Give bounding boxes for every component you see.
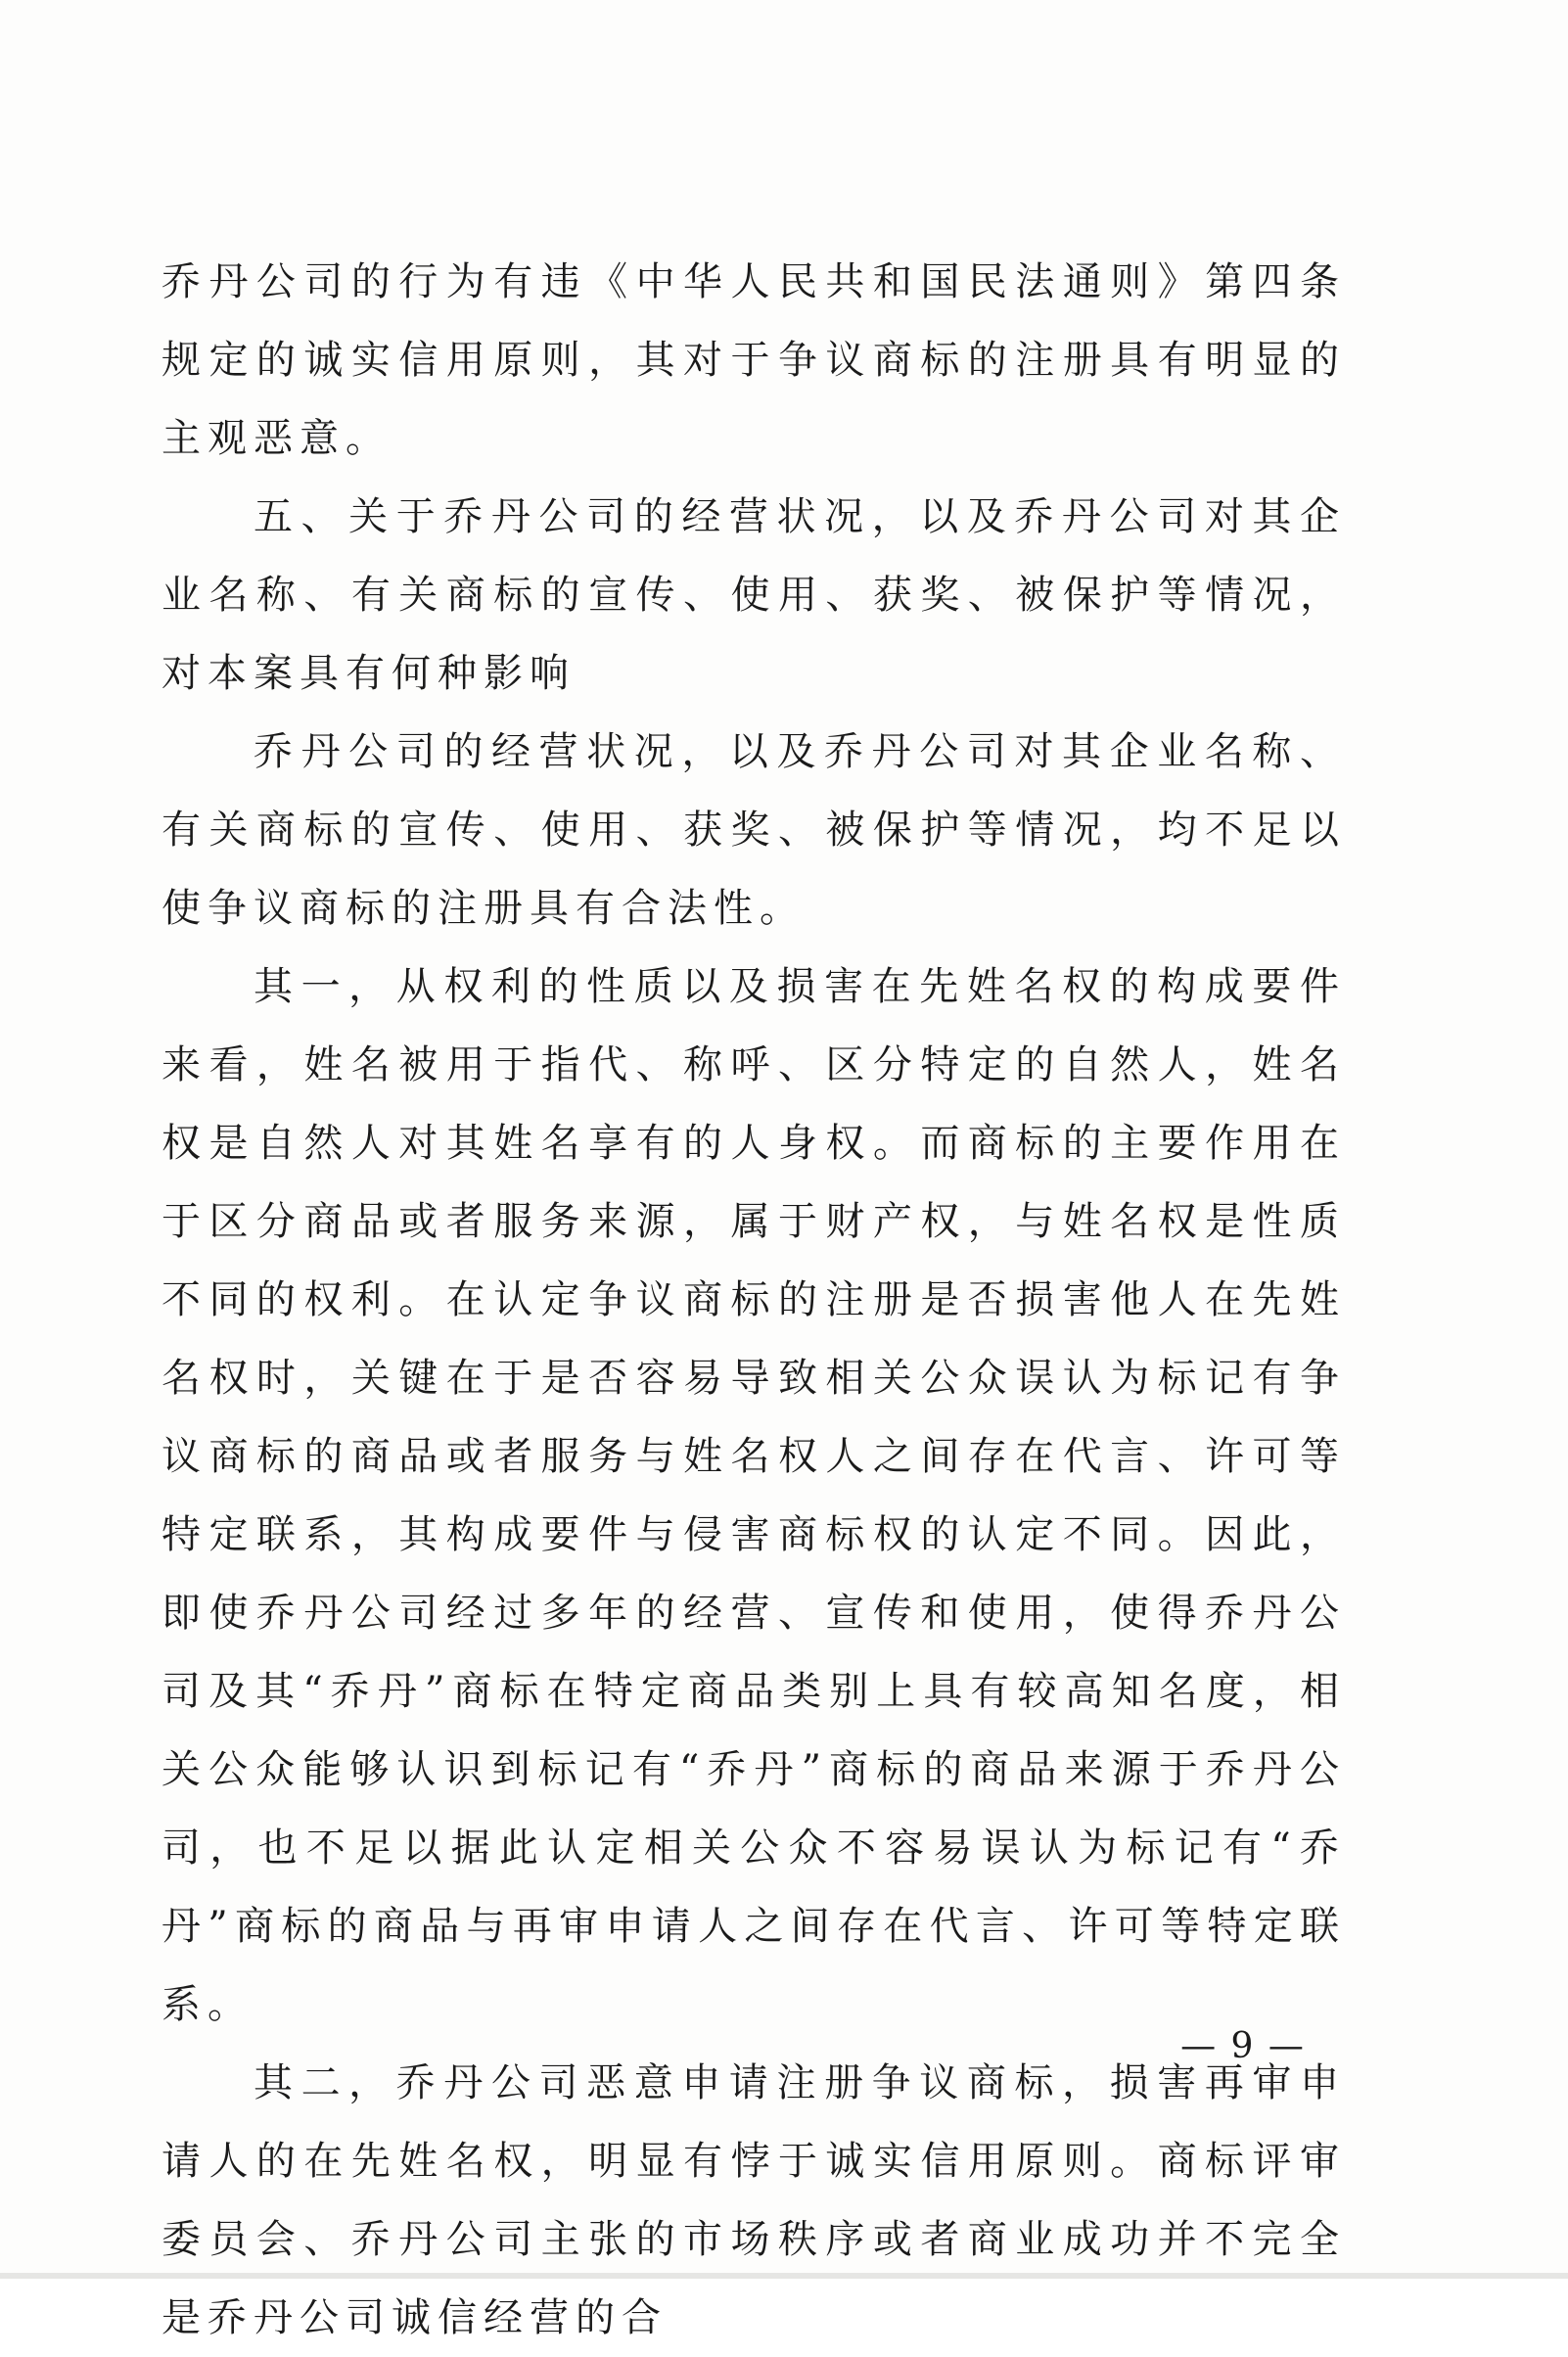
paragraph-2: 五、关于乔丹公司的经营状况，以及乔丹公司对其企业名称、有关商标的宣传、使用、获奖、被保护等情况，对本案具有何种影响 xyxy=(161,494,1346,696)
paragraph-1: 乔丹公司的行为有违《中华人民共和国民法通则》第四条规定的诚实信用原则，其对于争议商标的注册具有明显的主观恶意。 xyxy=(161,259,1346,461)
paragraph-3: 乔丹公司的经营状况，以及乔丹公司对其企业名称、有关商标的宣传、使用、获奖、被保护等情况，均不足以使争议商标的注册具有合法性。 xyxy=(161,729,1346,931)
scan-edge xyxy=(0,2273,1568,2279)
page-number: — 9 — xyxy=(1180,2026,1306,2066)
paragraph-4: 其一，从权利的性质以及损害在先姓名权的构成要件来看，姓名被用于指代、称呼、区分特定的自然人，姓名权是自然人对其姓名享有的人身权。而商标的主要作用在于区分商品或者服务来源，属于财产权，与姓名权是性质不同的权利。在认定争议商标的注册是否损害他人在先姓名权时，关键在于是否容易导致相关公众误认为标记有争议商标的商品或者服务与姓名权人之间存在代言、许可等特定联系，其构成要件与侵害商标权的认定不同。因此，即使乔丹公司经过多年的经营、宣传和使用，使得乔丹公司及其“乔丹”商标在特定商品类别上具有较高知名度，相关公众能够认识到标记有“乔丹”商标的商品来源于乔丹公司，也不足以据此认定相关公众不容易误认为标记有“乔丹”商标的商品与再审申请人之间存在代言、许可等特定联系。 xyxy=(161,964,1346,2027)
paragraph-5: 其二，乔丹公司恶意申请注册争议商标，损害再审申请人的在先姓名权，明显有悖于诚实信用原则。商标评审委员会、乔丹公司主张的市场秩序或者商业成功并不完全是乔丹公司诚信经营的合 xyxy=(161,2060,1346,2340)
